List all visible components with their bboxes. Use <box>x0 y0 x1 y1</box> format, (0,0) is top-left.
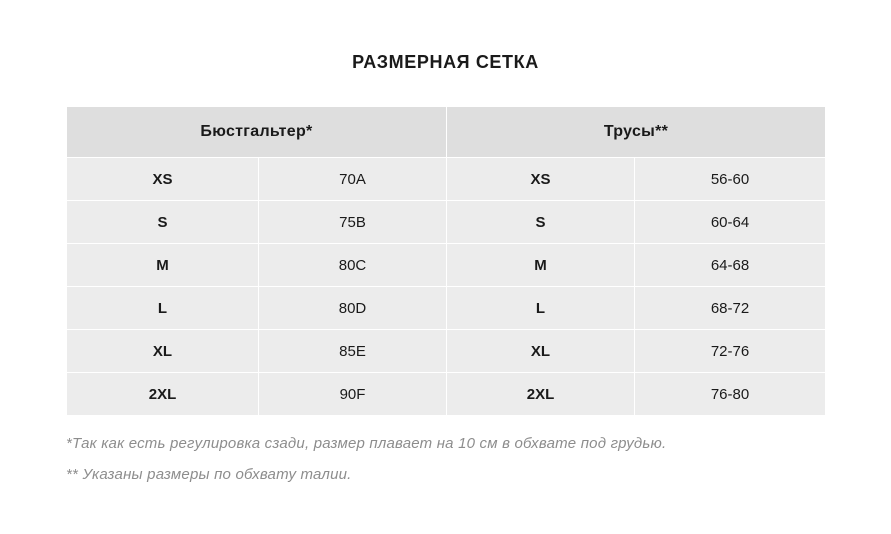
table-row <box>67 158 826 201</box>
table-header-row <box>67 107 826 158</box>
table-row <box>67 373 826 416</box>
footnote-panty: ** Указаны размеры по обхвату талии. <box>66 466 352 484</box>
table-row <box>67 201 826 244</box>
table-row <box>67 244 826 287</box>
cell-panty-size: XL <box>447 330 635 373</box>
cell-bra-value: 80C <box>259 244 447 287</box>
cell-panty-size: XS <box>447 158 635 201</box>
cell-panty-size: S <box>447 201 635 244</box>
cell-panty-value: 56-60 <box>635 158 826 201</box>
table-row <box>67 287 826 330</box>
column-header-panty: Трусы** <box>447 107 826 158</box>
cell-bra-size: S <box>67 201 259 244</box>
cell-panty-size: L <box>447 287 635 330</box>
page-title: РАЗМЕРНАЯ СЕТКА <box>352 52 539 72</box>
table-row <box>67 330 826 373</box>
size-chart-table <box>66 106 826 416</box>
footnotes <box>66 432 846 495</box>
cell-bra-size: XS <box>67 158 259 201</box>
column-header-bra: Бюстгальтер* <box>67 107 447 158</box>
cell-panty-size: M <box>447 244 635 287</box>
table-body <box>67 158 826 416</box>
cell-panty-value: 76-80 <box>635 373 826 416</box>
cell-panty-value: 64-68 <box>635 244 826 287</box>
cell-bra-size: M <box>67 244 259 287</box>
cell-panty-value: 72-76 <box>635 330 826 373</box>
cell-panty-size: 2XL <box>447 373 635 416</box>
cell-bra-size: XL <box>67 330 259 373</box>
cell-bra-value: 70A <box>259 158 447 201</box>
cell-bra-size: 2XL <box>67 373 259 416</box>
footnote-bra: *Так как есть регулировка сзади, размер плавает на 10 см в обхвате под грудью. <box>66 435 667 452</box>
cell-panty-value: 60-64 <box>635 201 826 244</box>
cell-bra-value: 75B <box>259 201 447 244</box>
cell-bra-value: 90F <box>259 373 447 416</box>
table-header <box>67 107 826 158</box>
cell-bra-value: 80D <box>259 287 447 330</box>
cell-panty-value: 68-72 <box>635 287 826 330</box>
cell-bra-size: L <box>67 287 259 330</box>
cell-bra-value: 85E <box>259 330 447 373</box>
